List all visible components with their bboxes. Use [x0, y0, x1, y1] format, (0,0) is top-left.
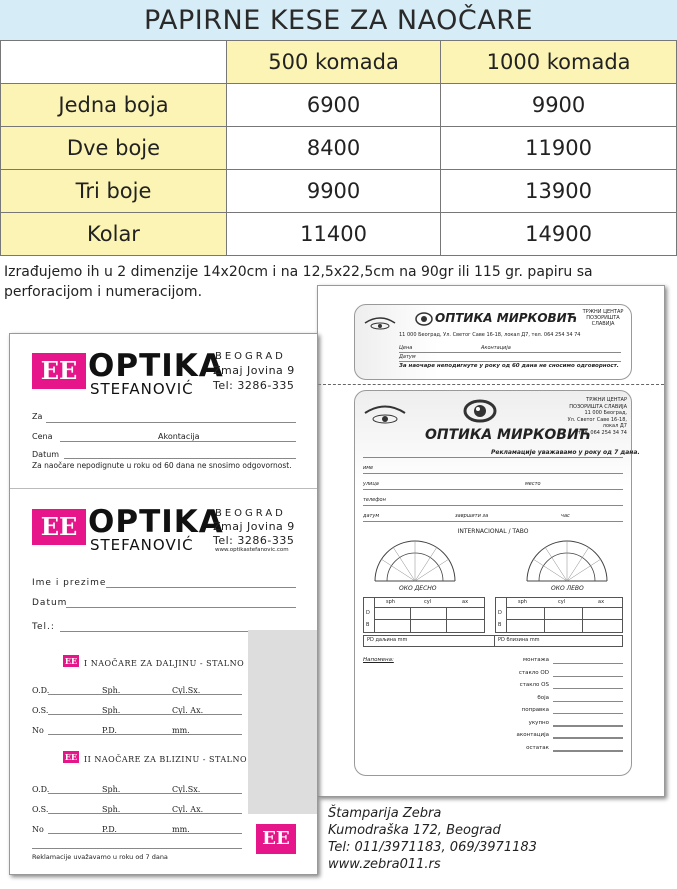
sph-label: sph	[386, 599, 395, 605]
no-line	[48, 734, 242, 735]
no-label: No	[32, 825, 44, 834]
price-row	[1, 84, 677, 127]
price-row-label: Tri boje	[1, 170, 227, 213]
sph-label: sph	[518, 599, 527, 605]
price-row-label: Dve boje	[1, 127, 227, 170]
mirkovic-cena-line	[399, 352, 621, 353]
section2-title: II NAOČARE ZA BLIZINU - STALNO	[84, 755, 248, 764]
rx-table-right	[363, 597, 485, 633]
ime-line	[363, 473, 623, 474]
mm-label: mm.	[172, 825, 190, 834]
tel: Tel: 3286-335	[213, 534, 295, 547]
contact-street: Kumodraška 172, Beograd	[328, 823, 501, 838]
form-tel: Tel.:	[32, 622, 55, 632]
cost-item	[505, 720, 623, 733]
info-line: 11 000 Београд,	[584, 410, 627, 416]
eye-sketch-icon	[363, 403, 407, 429]
cost-line-bold	[553, 725, 623, 727]
rx-header	[506, 598, 622, 608]
mm-label: mm.	[172, 726, 190, 735]
city: BEOGRAD	[215, 508, 286, 519]
coupon-za: Za	[32, 412, 43, 421]
form-ime: Ime i prezime	[32, 578, 107, 588]
cost-label: укупно	[528, 719, 549, 726]
rx-grid	[374, 598, 375, 632]
contact-block	[328, 805, 537, 873]
form-tel-line	[60, 631, 248, 632]
row-b-label: B	[366, 622, 370, 628]
intro-text: Izrađujemo ih u 2 dimenzije 14x20cm i na 12,5x22,5cm na 90gr ili 115 gr. papiru sa perforacijom i numeracijom.	[4, 264, 593, 300]
mirkovic-datum-line	[399, 361, 621, 362]
telefon-line	[363, 505, 623, 506]
price-table	[0, 40, 677, 256]
form-datum-line	[66, 607, 296, 608]
cyl-label: cyl	[424, 599, 432, 605]
contact-tel: Tel: 011/3971183, 069/3971183	[328, 840, 537, 855]
mirkovic-top-center: ТРЖНИ ЦЕНТАР ПОЗОРИШТА СЛАВИЈА	[582, 309, 624, 327]
eye-logo-icon	[463, 397, 497, 425]
cost-line-bold	[553, 737, 623, 739]
pd-blizina: PD близина mm	[498, 637, 540, 643]
gray-strip	[248, 630, 317, 814]
price-cell: 11900	[441, 127, 677, 170]
oko-desno-label: ОКО ДЕСНО	[399, 585, 437, 592]
od-label: O.D.	[32, 686, 50, 695]
contact-name: Štamparija Zebra	[328, 806, 442, 821]
mirkovic-akontacija: Аконтација	[481, 345, 511, 351]
tel: Tel: 3286-335	[213, 379, 295, 392]
ax-label: ax	[462, 599, 469, 605]
os-label: O.S.	[32, 706, 49, 715]
cost-item	[505, 695, 623, 708]
datum2-line	[363, 521, 623, 522]
cost-label: монтажа	[522, 657, 549, 663]
cost-label: поправка	[521, 707, 549, 713]
pd-row	[363, 635, 623, 647]
cost-label: аконтација	[516, 732, 549, 738]
rx-grid	[374, 619, 484, 620]
page-title: PAPIRNE KESE ZA NAOČARE	[143, 5, 534, 36]
mirkovic-brand-small: ОПТИКА МИРКОВИЋ	[435, 311, 578, 325]
cas-label: час	[561, 513, 570, 519]
form-datum: Datum	[32, 598, 68, 608]
price-header-row	[1, 41, 677, 84]
footer-line	[32, 848, 242, 849]
brand-top: OPTIKA	[88, 504, 224, 540]
mirkovic-bag	[354, 390, 640, 776]
ax-label: ax	[598, 599, 605, 605]
zavrsiti-label: завршити за	[455, 513, 489, 519]
coupon-datum: Datum	[32, 450, 60, 459]
mirkovic-brand: ОПТИКА МИРКОВИЋ	[425, 427, 591, 443]
price-row-label: Kolar	[1, 213, 227, 256]
protractor-right-eye	[371, 537, 459, 583]
pd-divider	[494, 636, 495, 646]
cost-label: боја	[537, 694, 549, 701]
stefanovic-coupon	[10, 334, 317, 489]
no-label: No	[32, 726, 44, 735]
info-line: ПОЗОРИШТА СЛАВИЈА	[569, 403, 627, 410]
rx-grid	[506, 598, 507, 632]
row-d-label: D	[498, 610, 502, 616]
price-cell: 9900	[227, 170, 441, 213]
cyl-sx-label: Cyl.Sx.	[172, 686, 201, 695]
cost-line	[553, 688, 623, 689]
rx-table-left	[495, 597, 623, 633]
optika-logo-icon: ΕΕ	[32, 353, 86, 389]
price-cell: 11400	[227, 213, 441, 256]
eye-sketch-icon	[363, 315, 397, 333]
section2-logo-icon: ΕΕ	[64, 752, 78, 762]
sph-label: Sph.	[102, 805, 121, 814]
cyl-ax-label: Cyl. Ax.	[172, 706, 204, 715]
os-label: O.S.	[32, 805, 49, 814]
cyl-sx-label: Cyl.Sx.	[172, 785, 201, 794]
contact-web[interactable]: www.zebra011.rs	[328, 857, 441, 872]
price-header-empty	[1, 41, 227, 84]
sph-label: Sph.	[102, 706, 121, 715]
oko-levo-label: ОКО ЛЕВО	[551, 585, 584, 592]
pd-label: P.D.	[102, 825, 117, 834]
reklamacije-line	[363, 457, 623, 458]
price-row	[1, 213, 677, 256]
brand-top: OPTIKA	[88, 348, 224, 384]
price-cell: 8400	[227, 127, 441, 170]
mirkovic-address-line: 11 000 Београд, Ул. Светог Саве 16-18, локал Д7, тел. 064 254 34 74	[399, 332, 581, 338]
cost-item	[505, 732, 623, 745]
eye-logo-icon	[415, 312, 433, 326]
cost-line-bold	[553, 750, 623, 752]
od-line	[48, 694, 242, 695]
page-title-bar	[0, 0, 677, 41]
row-b-label: B	[498, 622, 502, 628]
cost-label: стакло OD	[518, 669, 549, 676]
brand-bottom: STEFANOVIĆ	[90, 536, 194, 554]
web: www.optikastefanovic.com	[215, 547, 289, 553]
coupon-cena: Cena	[32, 432, 53, 441]
coupon-cena-line	[60, 441, 296, 442]
section1-title: I NAOČARE ZA DALJINU - STALNO	[84, 659, 245, 668]
cost-line	[553, 713, 623, 714]
cost-item	[505, 707, 623, 720]
stefanovic-bag-sample	[9, 333, 318, 875]
info-line: локал Д7	[602, 423, 627, 429]
city: BEOGRAD	[215, 351, 286, 362]
price-col-500: 500 komada	[227, 41, 441, 84]
perforation-line	[318, 384, 664, 385]
cyl-label: cyl	[558, 599, 566, 605]
section1-logo-icon: ΕΕ	[64, 656, 78, 666]
telefon-label: телефон	[363, 497, 386, 503]
os-line	[48, 813, 242, 814]
cost-items	[505, 657, 623, 757]
brand-bottom: STEFANOVIĆ	[90, 380, 194, 398]
rx-header	[374, 598, 484, 608]
od-line	[48, 793, 242, 794]
cost-label: стакло OS	[519, 682, 549, 688]
os-line	[48, 714, 242, 715]
protractor-left-eye	[523, 537, 611, 583]
od-label: O.D.	[32, 785, 50, 794]
napomena-label: Напомена:	[363, 657, 394, 663]
mirkovic-datum: Датум	[399, 354, 416, 360]
mirkovic-bag-sample	[317, 285, 665, 797]
cost-item	[505, 657, 623, 670]
price-cell: 6900	[227, 84, 441, 127]
sph-label: Sph.	[102, 686, 121, 695]
coupon-za-line	[46, 422, 296, 423]
cost-label: остатак	[526, 744, 549, 751]
cost-line	[553, 701, 623, 702]
mirkovic-cena: Цена	[399, 345, 413, 351]
coupon-akontacija: Akontacija	[158, 432, 200, 441]
internacional-label: INTERNACIONAL / TABO	[457, 528, 529, 535]
mirkovic-note-top: За наочаре неподигнуте у року од 60 дана не сносимо одговорност.	[399, 363, 619, 369]
sph-label: Sph.	[102, 785, 121, 794]
pd-label: P.D.	[102, 726, 117, 735]
price-cell: 9900	[441, 84, 677, 127]
price-cell: 13900	[441, 170, 677, 213]
cost-line	[553, 676, 623, 677]
price-col-1000: 1000 komada	[441, 41, 677, 84]
cost-item	[505, 682, 623, 695]
ulica-label: улица	[363, 481, 379, 487]
cost-line	[553, 663, 623, 664]
ulica-line	[363, 489, 623, 490]
cost-item	[505, 745, 623, 758]
cyl-ax-label: Cyl. Ax.	[172, 805, 204, 814]
street: Zmaj Jovina 9	[213, 520, 295, 533]
coupon-note: Za naočare nepodignute u roku od 60 dana ne snosimo odgovornost.	[32, 461, 292, 470]
info-line: тел. 064 254 34 74	[578, 429, 627, 436]
price-row-label: Jedna boja	[1, 84, 227, 127]
optika-logo-icon: ΕΕ	[32, 509, 86, 545]
mesto-label: место	[525, 481, 541, 487]
mirkovic-right-info	[567, 397, 627, 436]
coupon-datum-line	[64, 458, 296, 459]
price-cell: 14900	[441, 213, 677, 256]
no-line	[48, 833, 242, 834]
rx-grid	[506, 619, 622, 620]
form-ime-line	[106, 587, 296, 588]
price-row	[1, 170, 677, 213]
price-row	[1, 127, 677, 170]
info-line: Ул. Светог Саве 16-18,	[567, 416, 627, 423]
ime-label: име	[363, 465, 374, 471]
street: Zmaj Jovina 9	[213, 364, 295, 377]
corner-logo-icon: ΕΕ	[256, 824, 296, 854]
mirkovic-reklamacije: Рекламације уважавамо у року од 7 дана.	[491, 449, 640, 456]
info-line: ТРЖНИ ЦЕНТАР	[586, 397, 627, 403]
pd-daljina: PD даљина mm	[367, 637, 408, 643]
cost-item	[505, 670, 623, 683]
datum2-label: датум	[363, 513, 380, 519]
mirkovic-coupon	[354, 304, 632, 380]
row-d-label: D	[366, 610, 370, 616]
form-footer: Reklamacije uvažavamo u roku od 7 dana	[32, 853, 168, 861]
